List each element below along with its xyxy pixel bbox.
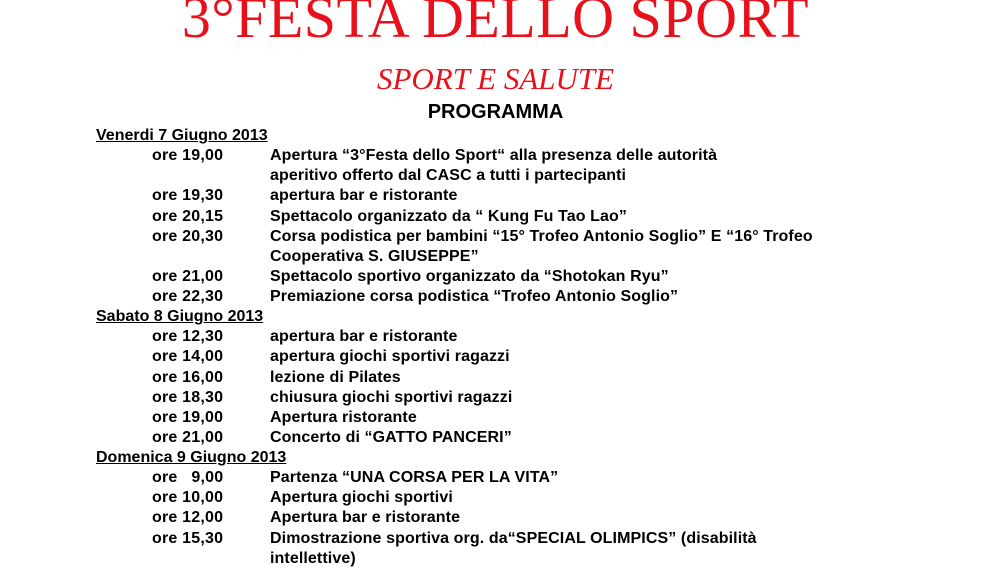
event-description: Apertura bar e ristorante — [270, 509, 461, 527]
event-description: Spettacolo sportivo organizzato da “Shotokan Ryu” — [270, 267, 669, 285]
event-description: apertura bar e ristorante — [270, 328, 458, 346]
event-time: ore 20,15 — [152, 207, 224, 225]
event-time: ore 16,00 — [152, 368, 224, 386]
event-description: Cooperativa S. GIUSEPPE” — [270, 247, 479, 265]
event-time: ore 14,00 — [152, 348, 224, 366]
event-time: ore 19,00 — [152, 147, 224, 165]
event-description: Spettacolo organizzato da “ Kung Fu Tao Lao” — [270, 207, 627, 225]
event-time: ore 19,30 — [152, 187, 224, 205]
page-title: 3°FESTA DELLO SPORT — [181, 0, 810, 50]
event-time: ore 12,00 — [152, 509, 224, 527]
event-description: apertura giochi sportivi ragazzi — [270, 348, 510, 366]
event-time: ore 22,30 — [152, 288, 224, 306]
event-description: Apertura ristorante — [270, 408, 417, 426]
event-description: Dimostrazione sportiva org. da“SPECIAL OLIMPICS” (disabilità — [270, 529, 757, 547]
event-description: Apertura “3°Festa dello Sport“ alla presenza delle autorità — [270, 147, 718, 165]
program-heading: PROGRAMMA — [427, 101, 564, 123]
event-time: ore 9,00 — [152, 469, 224, 487]
event-description: Corsa podistica per bambini “15° Trofeo Antonio Soglio” E “16° Trofeo — [270, 227, 813, 245]
event-time: ore 21,00 — [152, 267, 224, 285]
day-heading: Domenica 9 Giugno 2013 — [96, 449, 287, 467]
event-description: chiusura giochi sportivi ragazzi — [270, 388, 513, 406]
event-description: Apertura giochi sportivi — [270, 489, 453, 507]
page-subtitle: SPORT E SALUTE — [376, 61, 615, 96]
event-description: lezione di Pilates — [270, 368, 401, 386]
day-heading: Sabato 8 Giugno 2013 — [96, 308, 264, 326]
day-heading: Venerdi 7 Giugno 2013 — [96, 127, 268, 144]
event-time: ore 12,30 — [152, 328, 224, 346]
event-description: Concerto di “GATTO PANCERI” — [270, 428, 512, 446]
event-description: aperitivo offerto dal CASC a tutti i partecipanti — [270, 167, 627, 185]
event-time: ore 18,30 — [152, 388, 224, 406]
event-time: ore 10,00 — [152, 489, 224, 507]
event-description: Premiazione corsa podistica “Trofeo Antonio Soglio” — [270, 288, 679, 306]
event-time: ore 19,00 — [152, 408, 224, 426]
event-description: apertura bar e ristorante — [270, 187, 458, 205]
event-time: ore 20,30 — [152, 227, 224, 245]
event-description: intellettive) — [270, 549, 356, 567]
event-time: ore 15,30 — [152, 529, 224, 547]
event-description: Partenza “UNA CORSA PER LA VITA” — [270, 469, 559, 487]
event-time: ore 21,00 — [152, 428, 224, 446]
